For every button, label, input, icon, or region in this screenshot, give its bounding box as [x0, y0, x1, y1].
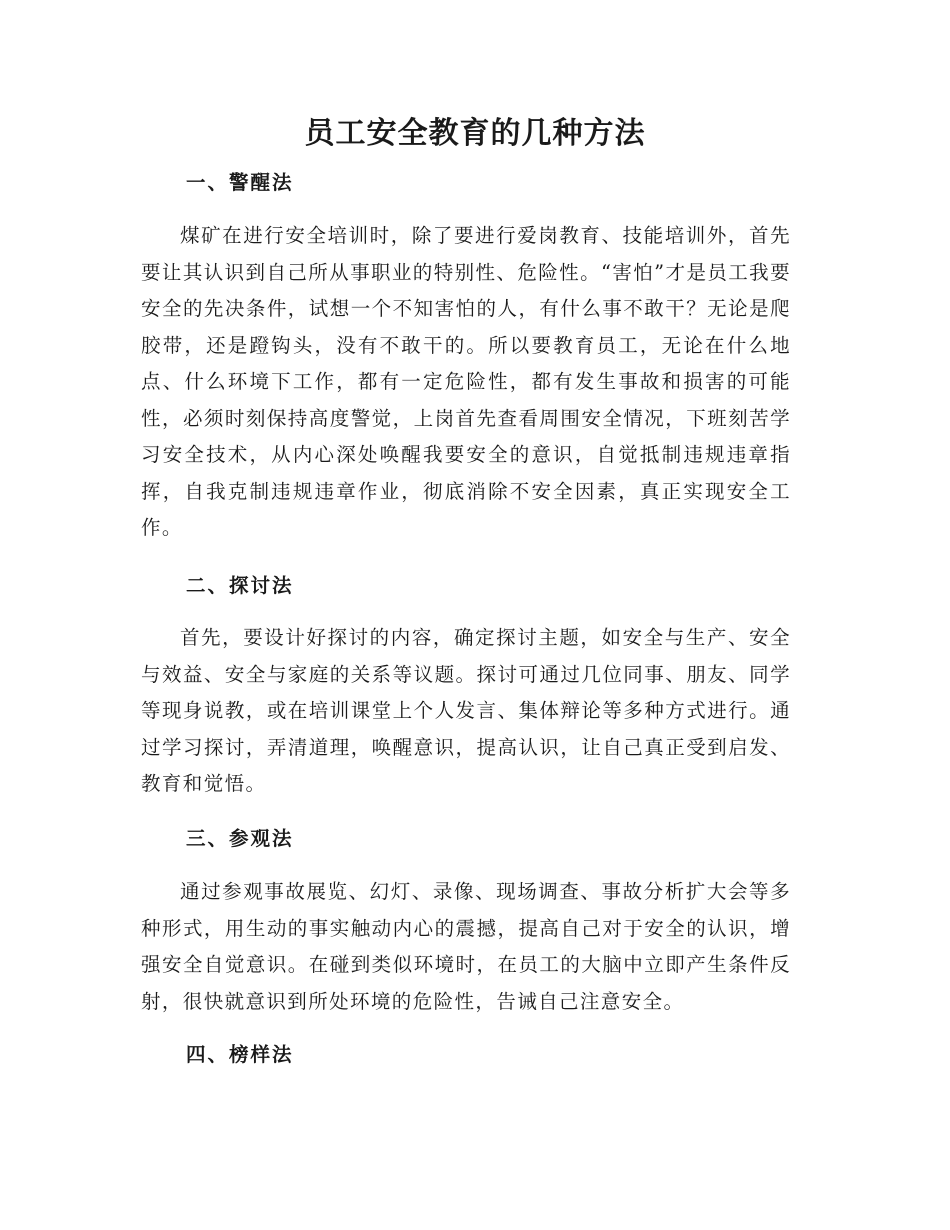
- section-heading-4: 四、榜样法: [186, 1043, 294, 1066]
- section-paragraph-2: 首先，要设计好探讨的内容，确定探讨主题，如安全与生产、安全与效益、安全与家庭的关系等议题。探讨可通过几位同事、朋友、同学等现身说教，或在培训课堂上个人发言、集体辩论等多种方式进行。通过学习探讨，弄清道理，唤醒意识，提高认识，让自己真正受到启发、教育和觉悟。: [141, 626, 791, 795]
- section-paragraph-1: 煤矿在进行安全培训时，除了要进行爱岗教育、技能培训外，首先要让其认识到自己所从事职业的特别性、危险性。“害怕”才是员工我要安全的先决条件，试想一个不知害怕的人，有什么事不敢干？无论是爬胶带，还是蹬钩头，没有不敢干的。所以要教育员工，无论在什么地点、什么环境下工作，都有一定危险性，都有发生事故和损害的可能性，必须时刻保持高度警觉，上岗首先查看周围安全情况，下班刻苦学习安全技术，从内心深处唤醒我要安全的意识，自觉抵制违规违章指挥，自我克制违规违章作业，彻底消除不安全因素，真正实现安全工作。: [141, 224, 791, 539]
- section-heading-1: 一、警醒法: [186, 171, 294, 194]
- section-heading-2: 二、探讨法: [186, 574, 294, 597]
- section-heading-3: 三、参观法: [186, 827, 294, 850]
- section-paragraph-3: 通过参观事故展览、幻灯、录像、现场调查、事故分析扩大会等多种形式，用生动的事实触动内心的震撼，提高自己对于安全的认识，增强安全自觉意识。在碰到类似环境时，在员工的大脑中立即产生条件反射，很快就意识到所处环境的危险性，告诫自己注意安全。: [141, 880, 791, 1013]
- document-title: 员工安全教育的几种方法: [304, 116, 646, 151]
